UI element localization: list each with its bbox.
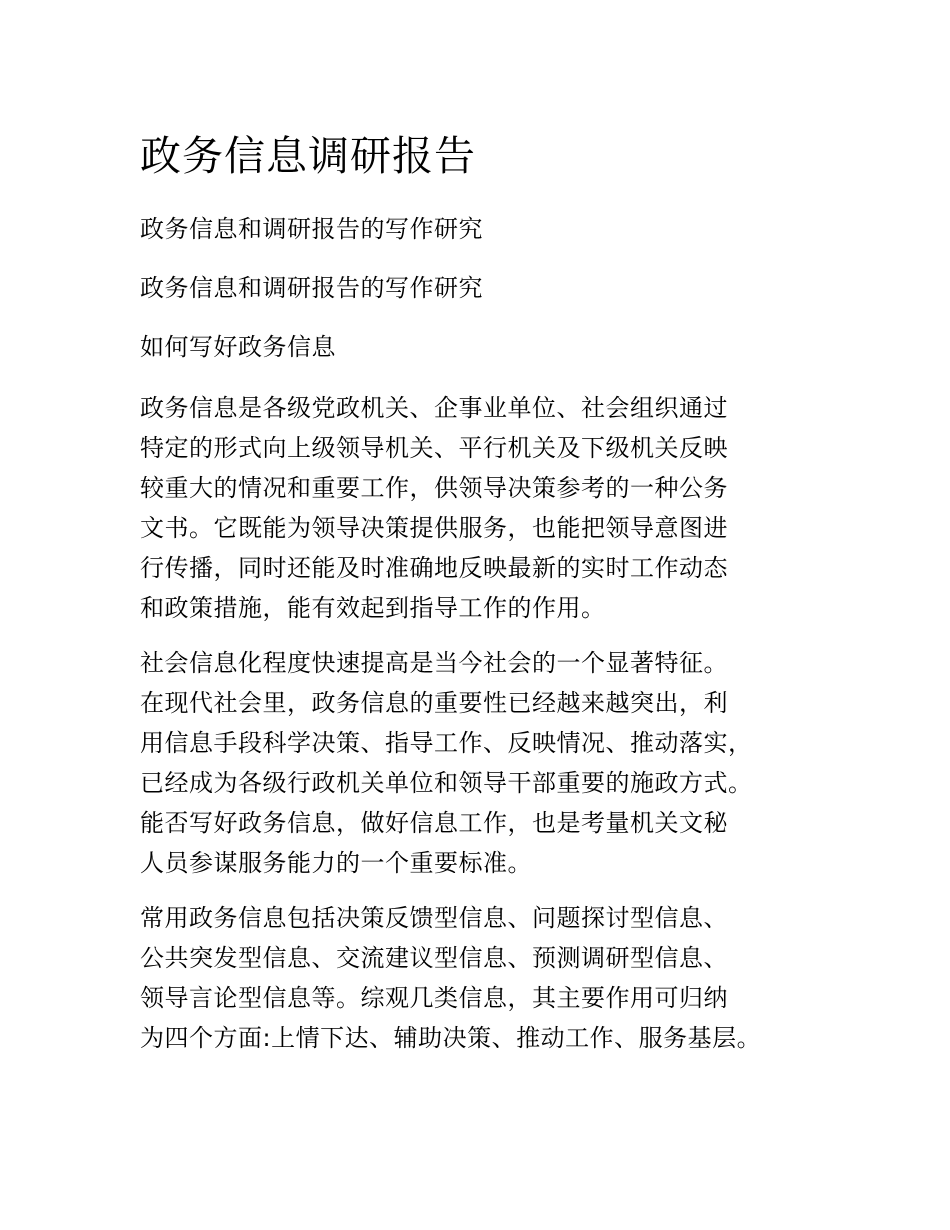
document-title: 政务信息调研报告 [140,132,476,180]
paragraph-line: 公共突发型信息、交流建议型信息、预测调研型信息、 [140,944,728,972]
paragraph-line: 较重大的情况和重要工作，供领导决策参考的一种公务 [140,474,728,502]
paragraph-line: 人员参谋服务能力的一个重要标准。 [140,849,532,877]
paragraph-3 [140,898,820,1058]
paragraph-line: 为四个方面:上情下达、辅助决策、推动工作、服务基层。 [140,1024,762,1052]
paragraph-line: 常用政务信息包括决策反馈型信息、问题探讨型信息、 [140,904,728,932]
paragraph-line: 文书。它既能为领导决策提供服务，也能把领导意图进 [140,514,728,542]
paragraph-line: 用信息手段科学决策、指导工作、反映情况、推动落实， [140,729,753,757]
paragraph-line: 社会信息化程度快速提高是当今社会的一个显著特征。 [140,649,728,677]
paragraph-line: 领导言论型信息等。综观几类信息，其主要作用可归纳 [140,984,728,1012]
document-page [140,128,820,1073]
paragraph-line: 在现代社会里，政务信息的重要性已经越来越突出，利 [140,689,728,717]
paragraph-line: 行传播，同时还能及时准确地反映最新的实时工作动态 [140,554,728,582]
subtitle-line-1: 政务信息和调研报告的写作研究 [140,215,483,243]
paragraph-1 [140,388,820,628]
section-heading: 如何写好政务信息 [140,333,336,361]
paragraph-line: 和政策措施，能有效起到指导工作的作用。 [140,594,606,622]
paragraph-line: 能否写好政务信息，做好信息工作，也是考量机关文秘 [140,809,728,837]
paragraph-line: 政务信息是各级党政机关、企事业单位、社会组织通过 [140,394,728,422]
subtitle-line-2: 政务信息和调研报告的写作研究 [140,274,483,302]
paragraph-line: 已经成为各级行政机关单位和领导干部重要的施政方式。 [140,769,753,797]
paragraph-2 [140,643,820,883]
paragraph-line: 特定的形式向上级领导机关、平行机关及下级机关反映 [140,434,728,462]
